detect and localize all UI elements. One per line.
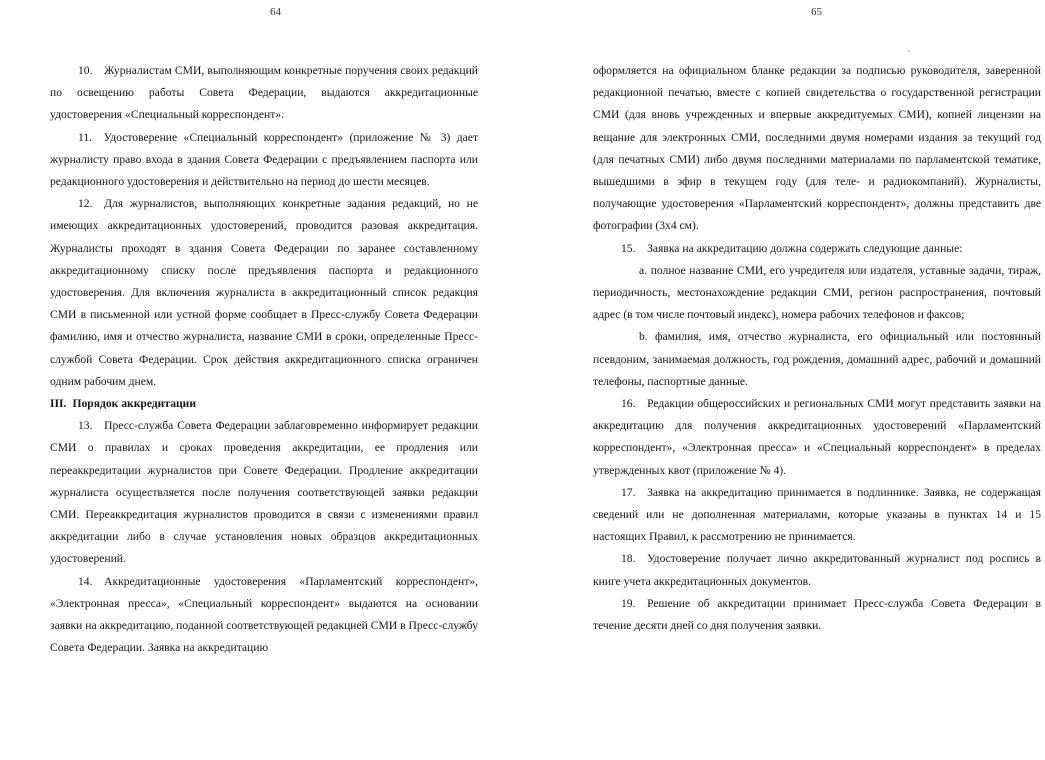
paragraph-14: 14. Аккредитационные удостоверения «Парламентский корреспондент», «Электронная пресса», «Специальный корреспондент» выдаются на основании заявки на аккредитацию, поданной соответствующей редакцией СМИ в Пресс-службу Совета Федерации. Заявка на аккредитацию bbox=[50, 574, 478, 655]
paragraph-19: 19. Решение об аккредитации принимает Пресс-служба Совета Федерации в течение десяти дней со дня получения заявки. bbox=[593, 596, 1041, 633]
paragraph-15-a: a. полное название СМИ, его учредителя или издателя, уставные задачи, тираж, периодичность, местонахождение редакции СМИ, регион распространения, почтовый адрес (в том числе почтовый индекс), номера рабочих телефонов и факсов; bbox=[593, 263, 1041, 322]
paragraph-15: 15. Заявка на аккредитацию должна содержать следующие данные: bbox=[621, 241, 963, 255]
scan-mark: ` bbox=[907, 50, 911, 61]
paragraph-18: 18. Удостоверение получает лично аккредитованный журналист под роспись в книге учета аккредитационных документов. bbox=[593, 552, 1041, 588]
page-body bbox=[593, 60, 1041, 637]
left-page bbox=[0, 0, 522, 760]
page-body bbox=[50, 60, 478, 659]
paragraph-11: 11. Удостоверение «Специальный корреспондент» (приложение № 3) дает журналисту право входа в здания Совета Федерации с предъявлением паспорта или редакционного удостоверения и действительно на период до шести месяцев. bbox=[50, 130, 478, 189]
paragraph-12: 12. Для журналистов, выполняющих конкретные задания редакций, но не имеющих аккредитационных удостоверений, проводится разовая аккредитация. Журналисты проходят в здания Совета Федерации по заранее составленному аккредитационному списку после предъявления паспорта и редакционного удостоверения. Для включения журналиста в аккредитационный список редакция СМИ в письменной или устной форме сообщает в Пресс-службу Совета Федерации фамилию, имя и отчество журналиста, название СМИ в сроки, определенные Пресс-службой Совета Федерации. Срок действия аккредитационного списка ограничен одним рабочим днем. bbox=[50, 197, 478, 388]
paragraph-10: 10. Журналистам СМИ, выполняющим конкретные поручения своих редакций по освещению работы Совета Федерации, выдаются аккредитационные удостоверения «Специальный корреспондент». bbox=[50, 64, 478, 122]
section-title: Порядок аккредитации bbox=[72, 397, 197, 411]
paragraph-17: 17. Заявка на аккредитацию принимается в подлиннике. Заявка, не содержащая сведений или не дополненная материалами, которые указаны в пунктах 14 и 15 настоящих Правил, к рассмотрению не принимается. bbox=[593, 485, 1041, 544]
section-heading bbox=[50, 393, 478, 415]
paragraph-14-continuation: оформляется на официальном бланке редакции за подписью руководителя, заверенной редакционной печатью, вместе с копией свидетельства о государственной регистрации СМИ (для вновь учрежденных и впервые аккредитуемых СМИ), копией лицензии на вещание для электронных СМИ, последними двумя номерами издания за текущий год (для печатных СМИ) либо двумя последними материалами по парламентской тематике, вышедшими в эфир в текущем году (для теле- и радиокомпаний). Журналисты, получающие удостоверения «Парламентский корреспондент», должны представить две фотографии (3х4 см). bbox=[593, 64, 1041, 233]
paragraph-16: 16. Редакции общероссийских и региональных СМИ могут представить заявки на аккредитацию для получения аккредитационных удостоверений «Парламентский корреспондент», «Электронная пресса» и «Специальный корреспондент» в пределах утвержденных квот (приложение № 4). bbox=[593, 397, 1041, 477]
paragraph-15-b: b. фамилия, имя, отчество журналиста, его официальный или постоянный псевдоним, занимаемая должность, год рождения, домашний адрес, рабочий и домашний телефоны, паспортные данные. bbox=[593, 330, 1041, 388]
right-page bbox=[522, 0, 1045, 760]
page-number: 65 bbox=[811, 6, 822, 18]
page-number: 64 bbox=[270, 6, 281, 18]
paragraph-13: 13. Пресс-служба Совета Федерации заблаговременно информирует редакции СМИ о правилах и сроках проведения аккредитации, ее продления или переаккредитации журналистов при Совете Федерации. Продление аккредитации журналиста осуществляется после получения соответствующей заявки редакции СМИ. Переаккредитация журналистов проводится в связи с изменениями правил аккредитации либо в случае установления новых образцов аккредитационных удостоверений. bbox=[50, 419, 478, 566]
section-number: III. bbox=[50, 397, 67, 411]
